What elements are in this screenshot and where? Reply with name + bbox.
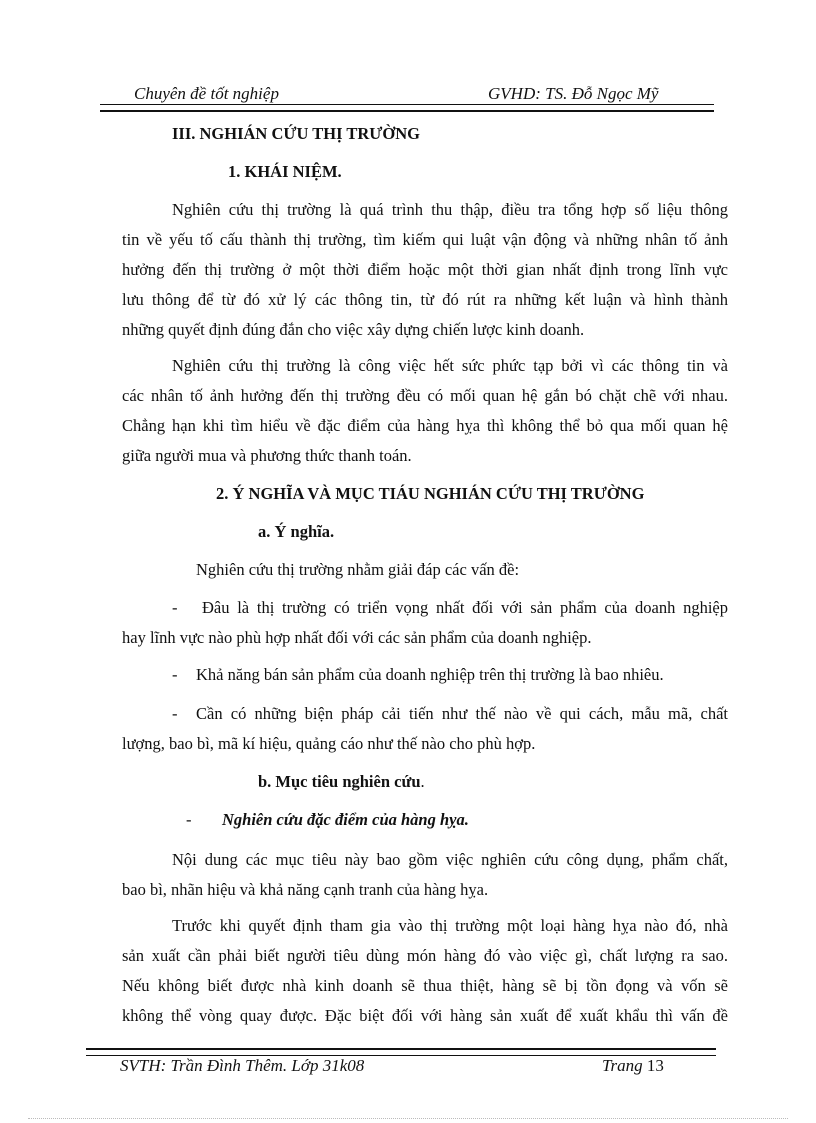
section-title: III. NGHIÁN CỨU THỊ TRƯỜNG: [172, 124, 420, 143]
paragraph-1-line-5: những quyết định đúng đắn cho việc xây dựng chiến lược kinh doanh.: [122, 320, 585, 339]
subsection-1-title: 1. KHÁI NIỆM.: [228, 162, 342, 181]
paragraph-2-line-2: các nhân tố ảnh hưởng đến thị trường đều có mối quan hệ gắn bó chặt chẽ với nhau.: [122, 386, 728, 405]
header-advisor: GVHD: TS. Đỗ Ngọc Mỹ: [488, 84, 659, 103]
paragraph-1-line-1: Nghiên cứu thị trường là quá trình thu thập, điều tra tổng hợp số liệu thông: [172, 200, 728, 219]
subsection-2b-title-dot: .: [420, 772, 425, 791]
paragraph-5-line-1: Trước khi quyết định tham gia vào thị trường một loại hàng hỵa nào đó, nhà: [172, 916, 728, 935]
subsection-2b-title: [258, 772, 425, 792]
subsection-2-title: 2. Ý NGHĨA VÀ MỤC TIÁU NGHIÁN CỨU THỊ TRƯỜNG: [216, 484, 645, 503]
subsection-2a-title: a. Ý nghĩa.: [258, 522, 335, 541]
paragraph-2-line-1: Nghiên cứu thị trường là công việc hết sức phức tạp bởi vì các thông tin và: [172, 356, 728, 375]
paragraph-1-line-2: tin về yếu tố cấu thành thị trường, tìm kiếm qui luật vận động và những nhân tố ảnh: [122, 230, 728, 249]
header-rule: [100, 104, 714, 112]
page-number: 13: [646, 1056, 664, 1075]
bullet-dash: -: [172, 665, 178, 684]
paragraph-5-line-3: Nếu không biết được nhà kinh doanh sẽ thua thiệt, hàng sẽ bị tồn đọng và vốn sẽ: [122, 976, 728, 995]
paragraph-2-line-3: Chẳng hạn khi tìm hiểu về đặc điểm của hàng hỵa thì không thể bỏ qua mối quan hệ: [122, 416, 728, 435]
paragraph-4-line-2: bao bì, nhãn hiệu và khả năng cạnh tranh của hàng hỵa.: [122, 880, 489, 899]
page-boundary: [28, 1118, 788, 1119]
bullet-dash: -: [172, 704, 178, 723]
paragraph-1-line-3: hưởng đến thị trường ở một thời điểm hoặc một thời gian nhất định trong lĩnh vực: [122, 260, 728, 279]
subsection-2b-title-text: b. Mục tiêu nghiên cứu: [258, 772, 421, 791]
paragraph-1-line-4: lưu thông để từ đó xử lý các thông tin, từ đó rút ra những kết luận và hình thành: [122, 290, 728, 309]
footer-rule: [86, 1048, 716, 1056]
bullet-1-line-2: hay lĩnh vực nào phù hợp nhất đối với các sản phẩm của doanh nghiệp.: [122, 628, 592, 647]
bullet-dash: -: [172, 598, 178, 617]
footer-page-label: Trang: [602, 1056, 643, 1075]
page-header: [100, 84, 716, 106]
bullet-3-line-2: lượng, bao bì, mã kí hiệu, quảng cáo như thế nào cho phù hợp.: [122, 734, 536, 753]
paragraph-5-line-4: không thể vòng quay được. Đặc biệt đối với hàng sản xuất để xuất khẩu thì vấn đề: [122, 1006, 728, 1025]
item-1-title: Nghiên cứu đặc điểm của hàng hỵa.: [222, 810, 469, 829]
bullet-2: Khả năng bán sản phẩm của doanh nghiệp trên thị trường là bao nhiêu.: [196, 665, 664, 684]
header-course-title: Chuyên đề tốt nghiệp: [134, 84, 279, 103]
bullet-dash: -: [186, 810, 192, 829]
paragraph-3: Nghiên cứu thị trường nhằm giải đáp các vấn đề:: [196, 560, 520, 579]
paragraph-4-line-1: Nội dung các mục tiêu này bao gồm việc nghiên cứu công dụng, phẩm chất,: [172, 850, 728, 869]
bullet-1-line-1: Đâu là thị trường có triển vọng nhất đối với sản phẩm của doanh nghiệp: [202, 598, 728, 617]
bullet-3-line-1: Cần có những biện pháp cải tiến như thế nào về qui cách, mẫu mã, chất: [196, 704, 728, 723]
footer-page: [602, 1056, 664, 1076]
footer-student: SVTH: Trần Đình Thêm. Lớp 31k08: [120, 1056, 365, 1075]
paragraph-2-line-4: giữa người mua và phương thức thanh toán.: [122, 446, 412, 465]
paragraph-5-line-2: sản xuất cần phải biết người tiêu dùng món hàng đó vào việc gì, chất lượng ra sao.: [122, 946, 728, 965]
